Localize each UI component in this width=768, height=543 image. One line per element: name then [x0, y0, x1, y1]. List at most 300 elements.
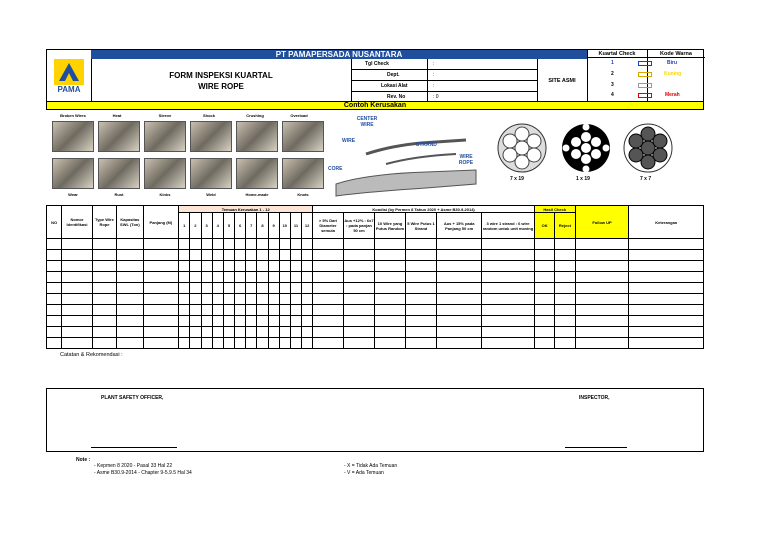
table-cell[interactable] [268, 327, 279, 338]
table-cell[interactable] [92, 283, 116, 294]
table-cell[interactable] [62, 327, 93, 338]
table-cell[interactable] [246, 250, 257, 261]
table-cell[interactable] [313, 338, 344, 349]
table-cell[interactable] [343, 250, 375, 261]
table-cell[interactable] [257, 250, 268, 261]
table-cell[interactable] [179, 305, 190, 316]
table-cell[interactable] [343, 305, 375, 316]
table-cell[interactable] [405, 294, 437, 305]
table-cell[interactable] [62, 261, 93, 272]
damage-examples: Broken Wires Heat Sleeve Shock Crushing Overload Wear Rust Kinks Weld Home-made Knots CENTER WIRE WIRE STRAND WIRE ROPE CORE 7 x 19 1 x 19 7 x 7 [46, 110, 704, 205]
table-cell[interactable] [290, 283, 301, 294]
table-cell[interactable] [117, 305, 143, 316]
kondisi-col: 10 Wire yang Putus Random [375, 213, 406, 239]
table-cell[interactable] [143, 305, 179, 316]
table-cell[interactable] [143, 327, 179, 338]
table-cell[interactable] [290, 316, 301, 327]
table-cell[interactable] [302, 239, 313, 250]
table-cell[interactable] [437, 338, 482, 349]
table-cell[interactable] [143, 283, 179, 294]
table-cell[interactable] [212, 272, 223, 283]
table-cell[interactable] [62, 283, 93, 294]
table-cell[interactable] [375, 316, 406, 327]
table-cell[interactable] [257, 316, 268, 327]
table-cell[interactable] [279, 327, 290, 338]
table-cell[interactable] [575, 305, 629, 316]
table-cell[interactable] [179, 239, 190, 250]
table-cell[interactable] [223, 283, 234, 294]
table-cell[interactable] [375, 294, 406, 305]
table-cell[interactable] [290, 239, 301, 250]
table-cell[interactable] [313, 305, 344, 316]
table-cell[interactable] [47, 294, 62, 305]
site-label: SITE ASMI [548, 78, 576, 84]
table-cell[interactable] [246, 272, 257, 283]
table-cell[interactable] [534, 305, 554, 316]
table-cell[interactable] [313, 316, 344, 327]
table-cell[interactable] [268, 316, 279, 327]
table-cell[interactable] [143, 239, 179, 250]
table-cell[interactable] [534, 327, 554, 338]
table-cell[interactable] [47, 305, 62, 316]
table-cell[interactable] [143, 338, 179, 349]
table-cell[interactable] [246, 316, 257, 327]
table-cell[interactable] [223, 272, 234, 283]
table-cell[interactable] [47, 239, 62, 250]
color-name: Kuning [664, 71, 682, 77]
table-cell[interactable] [302, 305, 313, 316]
kondisi-col: Aus +12% : 6x7 : pada panjan 50 cm [343, 213, 375, 239]
table-cell[interactable] [302, 283, 313, 294]
table-cell[interactable] [92, 239, 116, 250]
table-cell[interactable] [343, 294, 375, 305]
table-cell[interactable] [47, 272, 62, 283]
table-cell[interactable] [375, 250, 406, 261]
table-cell[interactable] [268, 261, 279, 272]
table-cell[interactable] [482, 327, 535, 338]
table-cell[interactable] [201, 327, 212, 338]
table-cell[interactable] [290, 294, 301, 305]
table-cell[interactable] [313, 327, 344, 338]
table-cell[interactable] [268, 283, 279, 294]
table-cell[interactable] [629, 272, 704, 283]
table-cell[interactable] [313, 250, 344, 261]
table-cell[interactable] [482, 283, 535, 294]
table-row [47, 283, 704, 294]
table-cell[interactable] [47, 250, 62, 261]
table-cell[interactable] [375, 272, 406, 283]
table-cell[interactable] [482, 294, 535, 305]
table-cell[interactable] [201, 294, 212, 305]
table-cell[interactable] [437, 316, 482, 327]
table-cell[interactable] [302, 250, 313, 261]
signature-line-left[interactable] [91, 447, 177, 448]
table-cell[interactable] [268, 294, 279, 305]
table-cell[interactable] [257, 338, 268, 349]
table-cell[interactable] [92, 327, 116, 338]
table-cell[interactable] [201, 305, 212, 316]
photo-overload [282, 121, 324, 152]
table-cell[interactable] [290, 305, 301, 316]
table-cell[interactable] [47, 316, 62, 327]
table-cell[interactable] [235, 261, 246, 272]
table-cell[interactable] [482, 305, 535, 316]
table-cell[interactable] [47, 261, 62, 272]
table-cell[interactable] [117, 338, 143, 349]
table-cell[interactable] [143, 272, 179, 283]
table-cell[interactable] [179, 261, 190, 272]
table-cell[interactable] [257, 272, 268, 283]
table-cell[interactable] [92, 250, 116, 261]
table-cell[interactable] [179, 272, 190, 283]
table-cell[interactable] [555, 294, 575, 305]
table-cell[interactable] [629, 305, 704, 316]
table-cell[interactable] [629, 239, 704, 250]
table-cell[interactable] [235, 250, 246, 261]
table-cell[interactable] [117, 327, 143, 338]
table-cell[interactable] [405, 239, 437, 250]
table-cell[interactable] [302, 338, 313, 349]
kondisi-col: Aus + 15% pada Panjang 50 cm [437, 213, 482, 239]
table-cell[interactable] [375, 305, 406, 316]
table-cell[interactable] [437, 272, 482, 283]
table-cell[interactable] [405, 283, 437, 294]
table-cell[interactable] [235, 316, 246, 327]
table-cell[interactable] [117, 294, 143, 305]
table-cell[interactable] [190, 261, 201, 272]
table-cell[interactable] [375, 239, 406, 250]
table-cell[interactable] [190, 316, 201, 327]
note-ref: - Asme B30.9-2014 - Chapter 9-5.9.5 Hal 34 [94, 470, 192, 476]
temuan-col: 5 [223, 213, 234, 239]
table-cell[interactable] [482, 239, 535, 250]
table-cell[interactable] [437, 327, 482, 338]
table-cell[interactable] [555, 272, 575, 283]
table-cell[interactable] [179, 250, 190, 261]
table-cell[interactable] [179, 316, 190, 327]
table-cell[interactable] [190, 239, 201, 250]
table-cell[interactable] [212, 327, 223, 338]
table-cell[interactable] [212, 283, 223, 294]
table-cell[interactable] [179, 294, 190, 305]
hasil-reject-col: Reject [555, 213, 575, 239]
table-cell[interactable] [257, 327, 268, 338]
table-cell[interactable] [246, 283, 257, 294]
table-cell[interactable] [190, 250, 201, 261]
table-cell[interactable] [313, 294, 344, 305]
table-cell[interactable] [268, 338, 279, 349]
table-cell[interactable] [257, 294, 268, 305]
table-cell[interactable] [235, 305, 246, 316]
table-cell[interactable] [405, 338, 437, 349]
table-cell[interactable] [212, 316, 223, 327]
table-cell[interactable] [575, 239, 629, 250]
table-cell[interactable] [279, 294, 290, 305]
table-cell[interactable] [290, 272, 301, 283]
table-cell[interactable] [201, 250, 212, 261]
table-cell[interactable] [405, 250, 437, 261]
table-cell[interactable] [629, 283, 704, 294]
table-cell[interactable] [343, 239, 375, 250]
table-cell[interactable] [629, 250, 704, 261]
table-cell[interactable] [92, 272, 116, 283]
table-cell[interactable] [555, 250, 575, 261]
table-cell[interactable] [257, 305, 268, 316]
table-cell[interactable] [246, 261, 257, 272]
table-cell[interactable] [343, 316, 375, 327]
table-cell[interactable] [279, 239, 290, 250]
col-keterangan: Keterangan [629, 206, 704, 239]
hasil-ok-col: OK [534, 213, 554, 239]
table-cell[interactable] [279, 261, 290, 272]
table-cell[interactable] [405, 305, 437, 316]
table-cell[interactable] [201, 316, 212, 327]
table-cell[interactable] [92, 261, 116, 272]
table-cell[interactable] [201, 239, 212, 250]
table-cell[interactable] [405, 272, 437, 283]
cross-section-1x19-icon [560, 122, 612, 174]
table-cell[interactable] [375, 283, 406, 294]
table-cell[interactable] [257, 261, 268, 272]
table-cell[interactable] [302, 316, 313, 327]
table-cell[interactable] [268, 250, 279, 261]
col-hasil: Hasil Check [534, 206, 575, 213]
table-cell[interactable] [534, 239, 554, 250]
table-cell[interactable] [437, 283, 482, 294]
table-cell[interactable] [47, 338, 62, 349]
table-cell[interactable] [405, 327, 437, 338]
table-cell[interactable] [482, 338, 535, 349]
table-cell[interactable] [117, 316, 143, 327]
table-cell[interactable] [437, 239, 482, 250]
table-cell[interactable] [223, 316, 234, 327]
table-cell[interactable] [92, 294, 116, 305]
table-cell[interactable] [223, 305, 234, 316]
table-cell[interactable] [246, 294, 257, 305]
table-cell[interactable] [143, 294, 179, 305]
table-cell[interactable] [302, 261, 313, 272]
table-cell[interactable] [201, 283, 212, 294]
table-cell[interactable] [375, 261, 406, 272]
table-cell[interactable] [279, 338, 290, 349]
table-cell[interactable] [257, 239, 268, 250]
table-cell[interactable] [629, 327, 704, 338]
table-cell[interactable] [290, 327, 301, 338]
table-cell[interactable] [555, 316, 575, 327]
table-cell[interactable] [143, 316, 179, 327]
table-cell[interactable] [405, 261, 437, 272]
table-cell[interactable] [290, 250, 301, 261]
table-cell[interactable] [179, 338, 190, 349]
table-cell[interactable] [375, 327, 406, 338]
col-kapasitas: Kapasitas SWL (Ton) [117, 206, 143, 239]
table-cell[interactable] [246, 239, 257, 250]
table-cell[interactable] [279, 272, 290, 283]
table-cell[interactable] [235, 327, 246, 338]
table-cell[interactable] [62, 294, 93, 305]
table-cell[interactable] [405, 316, 437, 327]
table-cell[interactable] [212, 338, 223, 349]
table-row [47, 294, 704, 305]
table-cell[interactable] [343, 272, 375, 283]
table-cell[interactable] [179, 327, 190, 338]
color-box-red [638, 93, 652, 98]
table-cell[interactable] [534, 294, 554, 305]
table-cell[interactable] [534, 250, 554, 261]
table-cell[interactable] [343, 338, 375, 349]
table-cell[interactable] [190, 327, 201, 338]
table-cell[interactable] [534, 272, 554, 283]
table-cell[interactable] [629, 316, 704, 327]
table-cell[interactable] [555, 239, 575, 250]
table-cell[interactable] [534, 316, 554, 327]
table-cell[interactable] [62, 272, 93, 283]
table-cell[interactable] [212, 261, 223, 272]
table-cell[interactable] [534, 283, 554, 294]
color-name: Putih [666, 82, 679, 88]
table-cell[interactable] [555, 283, 575, 294]
table-cell[interactable] [212, 305, 223, 316]
table-cell[interactable] [279, 305, 290, 316]
table-cell[interactable] [223, 239, 234, 250]
table-cell[interactable] [555, 261, 575, 272]
table-cell[interactable] [290, 338, 301, 349]
table-cell[interactable] [235, 283, 246, 294]
table-cell[interactable] [190, 338, 201, 349]
table-cell[interactable] [201, 272, 212, 283]
table-cell[interactable] [575, 338, 629, 349]
table-cell[interactable] [629, 261, 704, 272]
table-cell[interactable] [62, 239, 93, 250]
table-cell[interactable] [246, 338, 257, 349]
note-title: Note : [76, 457, 91, 463]
color-head: Kode Warna [647, 50, 705, 58]
table-cell[interactable] [190, 305, 201, 316]
table-cell[interactable] [223, 261, 234, 272]
temuan-col: 2 [190, 213, 201, 239]
table-cell[interactable] [223, 294, 234, 305]
table-cell[interactable] [92, 338, 116, 349]
signature-line-right[interactable] [565, 447, 627, 448]
table-cell[interactable] [555, 305, 575, 316]
table-cell[interactable] [235, 239, 246, 250]
table-cell[interactable] [268, 239, 279, 250]
table-cell[interactable] [534, 261, 554, 272]
table-cell[interactable] [62, 316, 93, 327]
col-type: Type Wire Rope [92, 206, 116, 239]
table-cell[interactable] [279, 250, 290, 261]
table-cell[interactable] [268, 305, 279, 316]
table-cell[interactable] [482, 261, 535, 272]
table-cell[interactable] [313, 239, 344, 250]
table-cell[interactable] [62, 305, 93, 316]
table-cell[interactable] [482, 250, 535, 261]
table-cell[interactable] [201, 261, 212, 272]
table-cell[interactable] [437, 305, 482, 316]
table-cell[interactable] [47, 283, 62, 294]
table-cell[interactable] [212, 294, 223, 305]
table-cell[interactable] [575, 316, 629, 327]
table-cell[interactable] [575, 250, 629, 261]
table-cell[interactable] [555, 338, 575, 349]
table-cell[interactable] [575, 294, 629, 305]
table-cell[interactable] [235, 272, 246, 283]
table-cell[interactable] [482, 316, 535, 327]
table-cell[interactable] [47, 327, 62, 338]
table-cell[interactable] [437, 294, 482, 305]
table-cell[interactable] [117, 250, 143, 261]
table-cell[interactable] [143, 261, 179, 272]
quarter-head: Kuartal Check [587, 50, 647, 58]
table-cell[interactable] [629, 338, 704, 349]
table-cell[interactable] [313, 261, 344, 272]
table-cell[interactable] [575, 283, 629, 294]
table-cell[interactable] [575, 261, 629, 272]
table-cell[interactable] [212, 250, 223, 261]
photo-wear [52, 158, 94, 189]
table-cell[interactable] [117, 261, 143, 272]
table-cell[interactable] [190, 272, 201, 283]
table-cell[interactable] [482, 272, 535, 283]
table-cell[interactable] [313, 272, 344, 283]
table-cell[interactable] [257, 283, 268, 294]
table-cell[interactable] [190, 283, 201, 294]
table-cell[interactable] [279, 283, 290, 294]
table-cell[interactable] [117, 283, 143, 294]
table-cell[interactable] [235, 294, 246, 305]
table-cell[interactable] [92, 305, 116, 316]
table-cell[interactable] [290, 261, 301, 272]
table-cell[interactable] [575, 327, 629, 338]
table-cell[interactable] [92, 316, 116, 327]
table-cell[interactable] [235, 338, 246, 349]
table-cell[interactable] [279, 316, 290, 327]
temuan-col: 6 [235, 213, 246, 239]
table-cell[interactable] [117, 239, 143, 250]
table-cell[interactable] [212, 239, 223, 250]
table-row [47, 316, 704, 327]
table-cell[interactable] [143, 250, 179, 261]
table-cell[interactable] [343, 283, 375, 294]
table-cell[interactable] [179, 283, 190, 294]
table-cell[interactable] [629, 294, 704, 305]
table-cell[interactable] [343, 261, 375, 272]
table-cell[interactable] [117, 272, 143, 283]
table-cell[interactable] [437, 261, 482, 272]
table-cell[interactable] [534, 338, 554, 349]
table-cell[interactable] [62, 250, 93, 261]
table-cell[interactable] [302, 272, 313, 283]
table-cell[interactable] [343, 327, 375, 338]
table-cell[interactable] [555, 327, 575, 338]
table-cell[interactable] [201, 338, 212, 349]
table-cell[interactable] [190, 294, 201, 305]
table-cell[interactable] [575, 272, 629, 283]
table-cell[interactable] [313, 283, 344, 294]
table-cell[interactable] [302, 327, 313, 338]
table-cell[interactable] [223, 327, 234, 338]
table-cell[interactable] [302, 294, 313, 305]
field-row: Dept. : [351, 70, 537, 81]
table-cell[interactable] [223, 250, 234, 261]
table-cell[interactable] [246, 305, 257, 316]
table-cell[interactable] [268, 272, 279, 283]
table-cell[interactable] [62, 338, 93, 349]
table-cell[interactable] [437, 250, 482, 261]
table-cell[interactable] [246, 327, 257, 338]
table-cell[interactable] [223, 338, 234, 349]
table-cell[interactable] [375, 338, 406, 349]
